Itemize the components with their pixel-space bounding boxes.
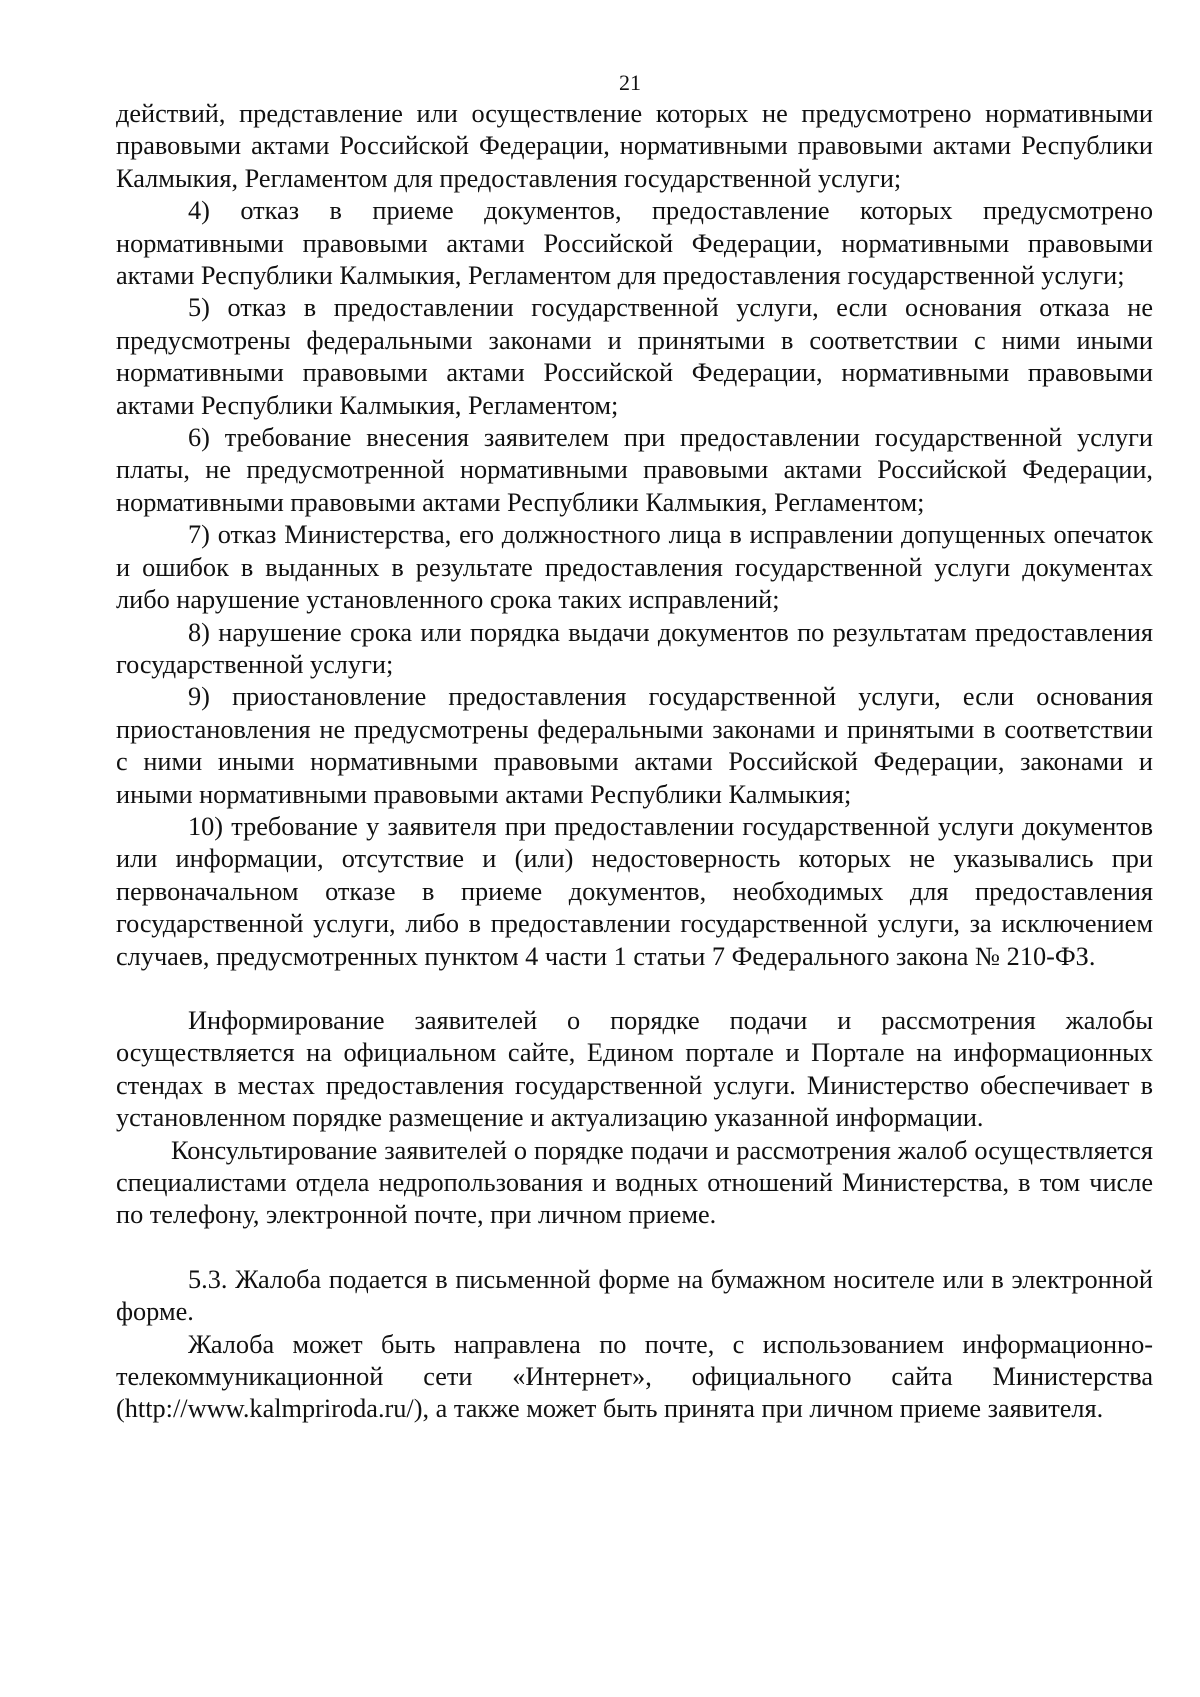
paragraph-submission-methods: Жалоба может быть направлена по почте, с использованием информационно-телекоммуникационной сети «Интернет», официального сайта Министерства (http://www.kalmpriroda.ru/), а также может быть принята при личном приеме заявителя.: [116, 1329, 1153, 1424]
list-item-6: 6) требование внесения заявителем при предоставлении государственной услуги платы, не предусмотренной нормативными правовыми актами Российской Федерации, нормативными правовыми актами Республики Калмыкия, Регламентом;: [116, 423, 1153, 517]
list-item-10: 10) требование у заявителя при предоставлении государственной услуги документов или информации, отсутствие и (или) недостоверность которых не указывались при первоначальном отказе в приеме документов, необходимых для предоставления государственной услуги, либо в предоставлении государственной услуги, за исключением случаев, предусмотренных пунктом 4 части 1 статьи 7 Федерального закона № 210-ФЗ.: [116, 811, 1153, 971]
list-item-7: 7) отказ Министерства, его должностного лица в исправлении допущенных опечаток и ошибок в выданных в результате предоставления государственной услуги документах либо нарушение установленного срока таких исправлений;: [116, 520, 1153, 615]
paragraph-informing: Информирование заявителей о порядке подачи и рассмотрения жалобы осуществляется на официальном сайте, Едином портале и Портале на информационных стендах в местах предоставления государственной услуги. Министерство обеспечивает в установленном порядке размещение и актуализацию указанной информации.: [116, 1005, 1153, 1133]
document-body: [116, 98, 1153, 1426]
list-item-9: 9) приостановление предоставления государственной услуги, если основания приостановления не предусмотрены федеральными законами и принятыми в соответствии с ними иными нормативными правовыми актами Российской Федерации, законами и иными нормативными правовыми актами Республики Калмыкия;: [116, 682, 1153, 809]
page-number: 21: [619, 70, 641, 95]
list-item-4: 4) отказ в приеме документов, предоставление которых предусмотрено нормативными правовыми актами Российской Федерации, нормативными правовыми актами Республики Калмыкия, Регламентом для предоставления государственной услуги;: [116, 196, 1153, 291]
list-item-5: 5) отказ в предоставлении государственной услуги, если основания отказа не предусмотрены федеральными законами и принятыми в соответствии с ними иными нормативными правовыми актами Российской Федерации, нормативными правовыми актами Республики Калмыкия, Регламентом;: [116, 293, 1153, 420]
section-5-3: 5.3. Жалоба подается в письменной форме на бумажном носителе или в электронной форме.: [116, 1264, 1153, 1327]
paragraph-spacer: [116, 1232, 1153, 1264]
list-item-8: 8) нарушение срока или порядка выдачи документов по результатам предоставления государственной услуги;: [116, 617, 1153, 679]
paragraph-continuation: действий, представление или осуществление которых не предусмотрено нормативными правовыми актами Российской Федерации, нормативными правовыми актами Республики Калмыкия, Регламентом для предоставления государственной услуги;: [116, 99, 1153, 193]
paragraph-consulting: Консультирование заявителей о порядке подачи и рассмотрения жалоб осуществляется специалистами отдела недропользования и водных отношений Министерства, в том числе по телефону, электронной почте, при личном приеме.: [116, 1135, 1153, 1230]
paragraph-spacer: [116, 973, 1153, 1005]
